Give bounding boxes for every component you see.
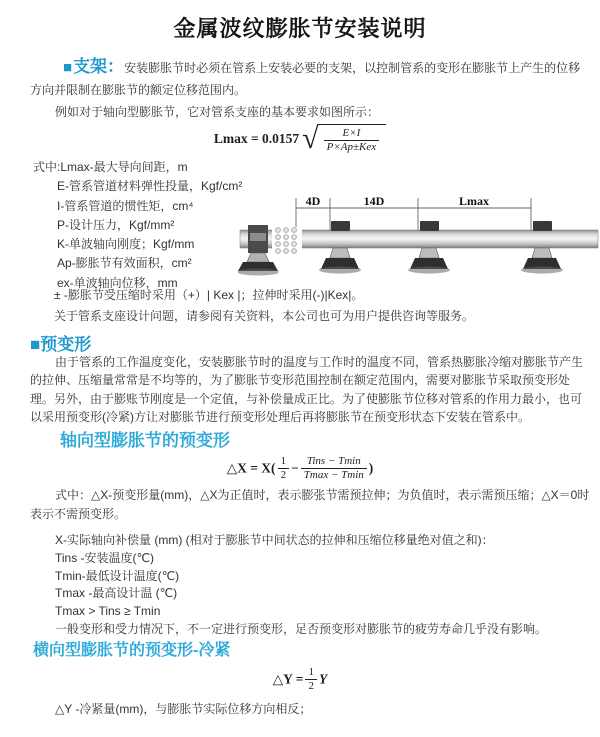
axial-subheading: 轴向型膨胀节的预变形 xyxy=(60,431,230,450)
temperature-fraction xyxy=(301,455,367,482)
axial-formula-lhs: △X = X( xyxy=(226,460,276,476)
axial-formula xyxy=(0,455,600,482)
dim-label-14d: 14D xyxy=(363,194,385,208)
temp-fraction-denominator: Tmax − Tmin xyxy=(303,469,364,481)
lmax-fraction xyxy=(324,127,380,154)
tins-definition: Tins -安装温度(℃) xyxy=(55,550,155,565)
axial-formula-close-paren: ) xyxy=(368,460,374,476)
axial-note: 一般变形和受力情况下，不一定进行预变形，足否预变形对膨胀节的疲劳寿命几乎没有影响。 xyxy=(55,621,548,636)
axial-where-clause xyxy=(30,486,592,523)
blue-square-icon: ■ xyxy=(63,59,73,76)
axial-definitions xyxy=(55,532,595,639)
predeform-heading-label: 预变形 xyxy=(40,335,92,354)
lmax-fraction-numerator: E×I xyxy=(324,127,380,141)
tmax-definition: Tmax -最高设计温 (℃) xyxy=(55,586,178,601)
dim-label-4d: 4D xyxy=(305,194,321,208)
def-ap: Ap-膨胀节有效面积，cm² xyxy=(57,256,192,271)
blue-square-icon: ■ xyxy=(30,335,41,354)
support-intro-paragraph xyxy=(30,56,592,101)
radical-sign: √ xyxy=(302,122,319,155)
lmax-fraction-denominator: P×Ap±Kex xyxy=(326,141,377,153)
lmax-formula xyxy=(0,124,600,154)
lateral-formula xyxy=(0,666,600,693)
temp-fraction-numerator: Tins − Tmin xyxy=(301,455,367,469)
half-denominator: 2 xyxy=(308,680,314,692)
def-ex: ex-单波轴向位移，mm xyxy=(57,275,178,290)
x-definition: X-实际轴向补偿量 (mm) (相对于膨胀节中间状态的拉伸和压缩位移量绝对值之和)： xyxy=(55,533,494,547)
one-half-fraction xyxy=(305,666,317,693)
support-section-heading xyxy=(63,57,124,76)
lmax-formula-prefix: Lmax = 0.0157 xyxy=(213,131,300,146)
dim-label-lmax: Lmax xyxy=(459,194,489,208)
lateral-note: △Y -冷紧量(mm)，与膨胀节实际位移方向相反； xyxy=(55,702,312,716)
lateral-subheading: 横向型膨胀节的预变形-冷紧 xyxy=(33,642,231,659)
support-section xyxy=(30,56,592,123)
half-numerator: 1 xyxy=(278,455,290,469)
axial-where-text: 式中：△X-预变形量(mm)，△X为正值时，表示膨张节需预拉伸；为负值时，表示需预压缩；△X＝0时表示不需预变形。 xyxy=(30,488,590,521)
page-title: 金属波纹膨胀节安装说明 xyxy=(173,16,427,41)
minus-sign: − xyxy=(291,460,299,476)
predeform-body xyxy=(30,353,592,426)
def-e: E-管系管道材料弹性投量，Kgf/cm² xyxy=(57,179,243,194)
radical-body xyxy=(317,124,387,154)
half-denominator: 2 xyxy=(280,469,287,481)
predeform-body-text: 由于管系的工作温度变化，安装膨胀节时的温度与工作时的温度不同，管系热膨胀冷缩对膨胀节产生的拉伸、压缩量常常是不均等的，为了膨胀节变形范围控制在额定范围内，需要对膨胀节采取预变形处理。另外，由于膨账节刚度是一个定值，与补偿量成正比。为了使膨胀节位移对管系的作用力最小，也可以采用预变形(冷紧)方让对膨胀节进行预变形处理后再将膨胀节在预变形状态下安装在管系中。 xyxy=(30,355,584,424)
def-i: I-管系管道的惯性矩，cm⁴ xyxy=(57,198,194,213)
plus-minus-note: ± -膨胀节受压缩时采用（+）| Kex |；拉伸时采用(-)|Kex|。 xyxy=(54,288,364,302)
tmin-definition: Tmin-最低设计温度(℃) xyxy=(55,568,180,583)
support-intro-text: 安装膨胀节时必须在管系上安装必要的支架，以控制管系的变形在膨胀节上产生的位移方向并限制在膨胀节的额定位移范围内。 xyxy=(30,61,581,97)
def-k: K-单波轴向刚度；Kgf/mm xyxy=(57,237,195,252)
one-half-fraction xyxy=(278,455,290,482)
predeform-section-heading xyxy=(30,330,91,355)
service-note: 关于管系支座设计问题，请参阅有关资料，本公司也可为用户提供咨询等服务。 xyxy=(54,309,475,323)
lateral-formula-rhs: Y xyxy=(318,671,328,687)
bellows xyxy=(272,227,302,253)
def-p: P-设计压力，Kgf/mm² xyxy=(57,217,175,232)
def-lmax: 式中:Lmax-最大导向间距，m xyxy=(33,160,188,174)
support-example-text: 例如对于轴向型膨胀节，它对管系支座的基本要求如图所示： xyxy=(55,105,380,119)
lateral-formula-lhs: △Y = xyxy=(272,671,304,687)
temperature-inequality: Tmax > Tins ≥ Tmin xyxy=(55,604,161,619)
support-heading-label: 支架： xyxy=(73,57,125,76)
half-numerator: 1 xyxy=(305,666,317,680)
support-spacing-diagram xyxy=(238,192,600,292)
